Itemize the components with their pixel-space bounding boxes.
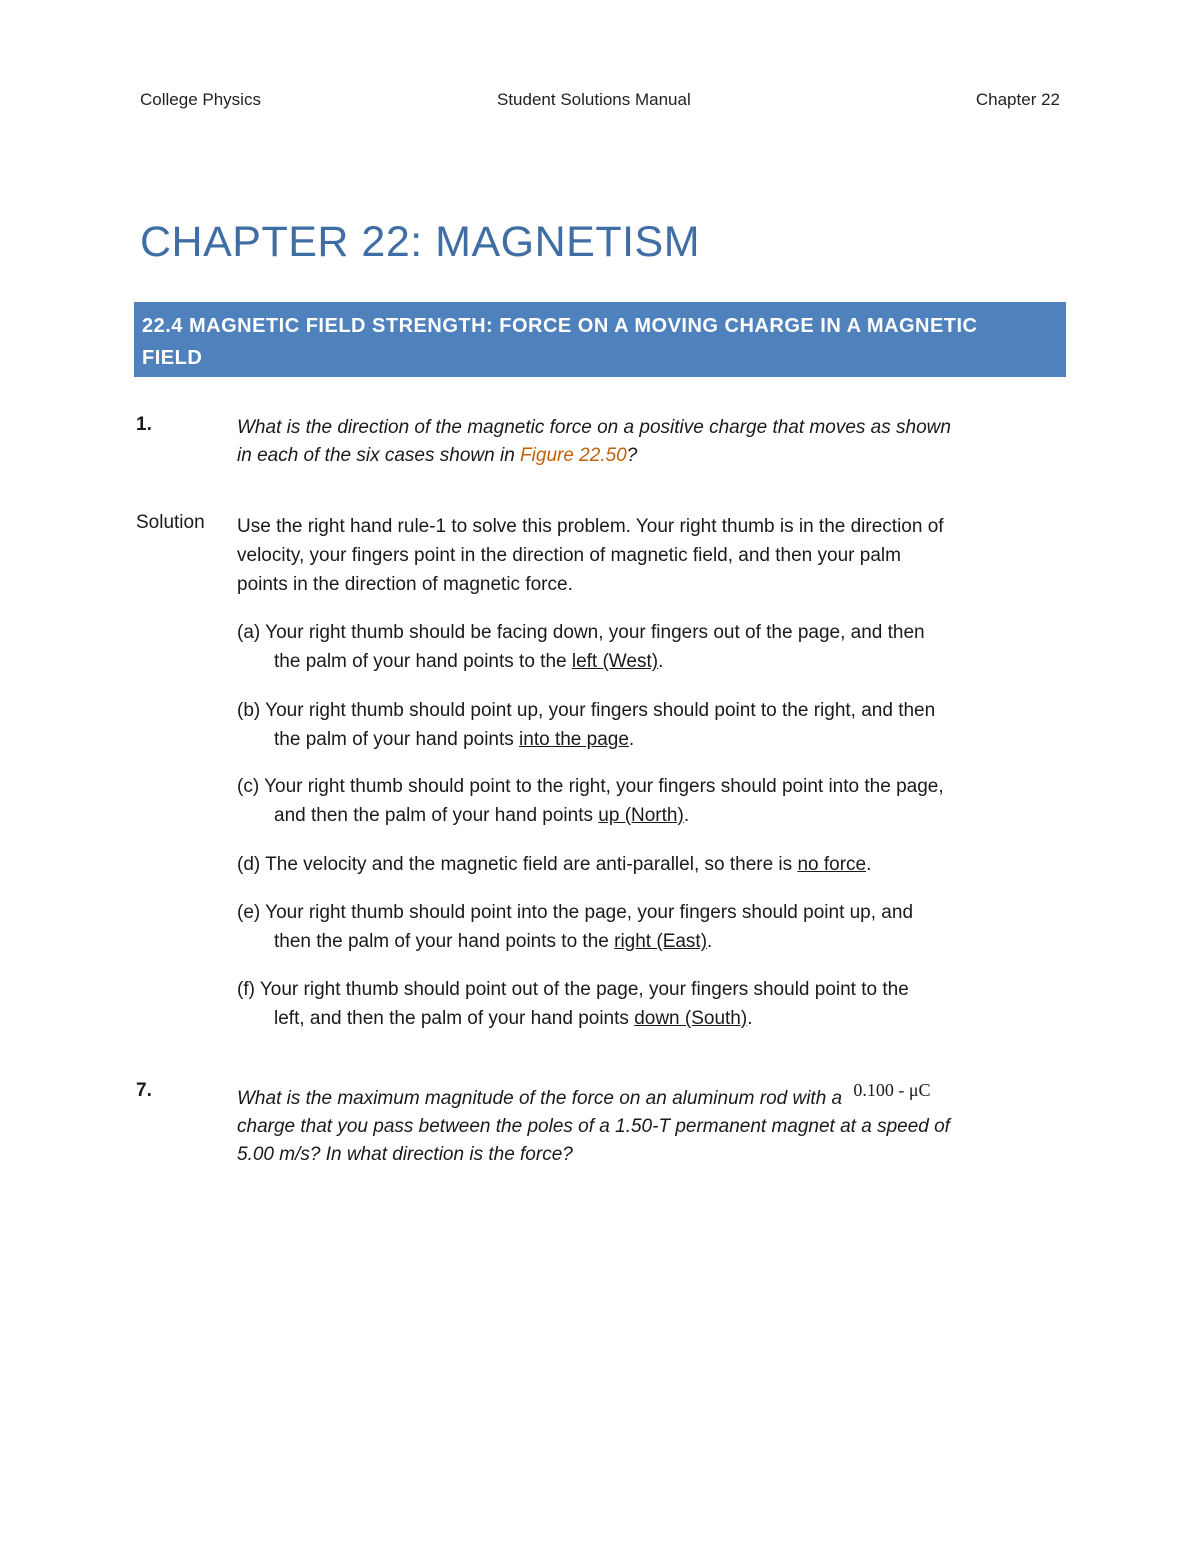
problem-7-number: 7. [136, 1080, 152, 1101]
answer-e-line2-text: then the palm of your hand points to the [274, 931, 615, 952]
solution-intro-line2: velocity, your fingers point in the direction of magnetic field, and then your palm [237, 545, 901, 566]
answer-a-line1: (a) Your right thumb should be facing down, your fingers out of the page, and then [237, 622, 925, 643]
answer-f-result: down (South) [634, 1008, 748, 1029]
answer-a-line2-text: the palm of your hand points to the [274, 651, 572, 672]
problem-1-line1: What is the direction of the magnetic force on a positive charge that moves as shown [237, 417, 951, 438]
answer-c-result: up (North) [598, 805, 684, 826]
answer-c-line2 [237, 801, 1067, 830]
solution-label: Solution [136, 512, 205, 533]
answer-c-line2-text: and then the palm of your hand points [274, 805, 599, 826]
answer-f [237, 975, 1067, 1033]
header-chapter: Chapter 22 [975, 90, 1060, 109]
answer-c-period: . [683, 805, 690, 826]
answer-d-period: . [866, 854, 872, 875]
answer-b-line1: (b) Your right thumb should point up, your fingers should point to the right, and then [237, 700, 936, 721]
answer-d-result: no force [797, 854, 867, 875]
section-heading-line2: FIELD [142, 347, 203, 369]
answer-e-period: . [707, 931, 713, 952]
answer-d [237, 850, 1067, 879]
answer-e [237, 898, 1067, 956]
answer-b-period: . [628, 729, 635, 750]
answer-a [237, 618, 1067, 676]
header-manual-title: Student Solutions Manual [497, 90, 691, 109]
answer-f-line1: (f) Your right thumb should point out of the page, your fingers should point to the [237, 979, 909, 1000]
answer-e-line1: (e) Your right thumb should point into the page, your fingers should point up, and [237, 902, 914, 923]
chapter-title: CHAPTER 22: MAGNETISM [140, 218, 701, 266]
answer-b-line2-text: the palm of your hand points [274, 729, 520, 750]
solution-intro [237, 512, 1067, 599]
answer-c [237, 772, 1067, 830]
answer-f-line2-text: left, and then the palm of your hand points [274, 1008, 635, 1029]
solution-intro-line3: points in the direction of magnetic force. [237, 574, 573, 595]
section-heading-bar [134, 302, 1066, 377]
problem-1-line2-pre: in each of the six cases shown in [237, 445, 521, 466]
page-header [140, 90, 1060, 116]
problem-1-number: 1. [136, 414, 152, 435]
problem-1-text [237, 414, 1067, 470]
answer-d-line1-text: (d) The velocity and the magnetic field are anti-parallel, so there is [237, 854, 798, 875]
problem-7-line3: 5.00 m/s? In what direction is the force? [237, 1144, 573, 1165]
answer-f-period: . [747, 1008, 753, 1029]
problem-7-line2: charge that you pass between the poles of a 1.50-T permanent magnet at a speed of [237, 1116, 950, 1137]
answer-e-result: right (East) [614, 931, 708, 952]
answer-b [237, 696, 1067, 754]
charge-quantity: 0.100 - μC [853, 1080, 931, 1100]
answer-b-result: into the page [519, 729, 629, 750]
answer-a-result: left (West) [571, 651, 659, 672]
problem-1-line2-post: ? [626, 445, 638, 466]
answer-a-line2 [237, 647, 1067, 676]
answer-f-line2 [237, 1004, 1067, 1033]
answer-a-period: . [658, 651, 664, 672]
solution-intro-line1: Use the right hand rule-1 to solve this problem. Your right thumb is in the direction of [237, 516, 944, 537]
section-heading-line1: 22.4 MAGNETIC FIELD STRENGTH: FORCE ON A MOVING CHARGE IN A MAGNETIC [142, 315, 978, 337]
problem-7-line1: What is the maximum magnitude of the force on an aluminum rod with a [237, 1088, 848, 1109]
problem-7-text [237, 1080, 1067, 1169]
header-book-title: College Physics [140, 90, 261, 109]
section-heading [142, 310, 1054, 374]
answer-b-line2 [237, 725, 1067, 754]
answer-c-line1: (c) Your right thumb should point to the right, your fingers should point into the page, [237, 776, 944, 797]
answer-e-line2 [237, 927, 1067, 956]
figure-link[interactable]: Figure 22.50 [520, 445, 627, 466]
